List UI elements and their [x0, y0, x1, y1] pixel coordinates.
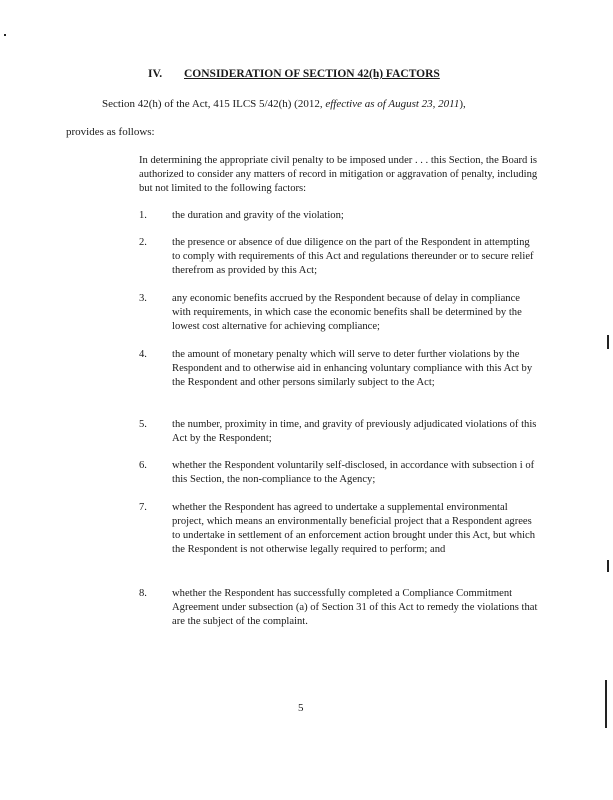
scan-mark — [607, 560, 609, 572]
factor-number: 2. — [139, 237, 147, 248]
factor-number: 4. — [139, 349, 147, 360]
factor-text: whether the Respondent has successfully completed a Compliance Commitment Agreement under subsection (a) of Section 31 of this Act to remedy the violations that are the subject of the complaint. — [172, 588, 538, 627]
factor-number: 5. — [139, 419, 147, 430]
factor-item — [139, 292, 539, 334]
factor-text: the number, proximity in time, and gravity of previously adjudicated violations of this Act by the Respondent; — [172, 419, 537, 444]
factor-number: 6. — [139, 460, 147, 471]
factor-number: 7. — [139, 502, 147, 513]
factor-text: the presence or absence of due diligence on the part of the Respondent in attempting to comply with requirements of this Act and regulations thereunder or to secure relief therefrom as provided by this Act; — [172, 237, 534, 276]
intro-paragraph — [102, 98, 466, 110]
factor-text: whether the Respondent has agreed to undertake a supplemental environmental project, which means an environmentally beneficial project that a Respondent agrees to undertake in settlement of an enforcement action brought under this Act, but which the Respondent is not otherwise legally required to perform; and — [172, 502, 536, 555]
section-number: IV. — [148, 68, 163, 80]
section-title: CONSIDERATION OF SECTION 42(h) FACTORS — [184, 68, 440, 80]
factor-item — [139, 418, 539, 446]
factor-number: 3. — [139, 293, 147, 304]
factor-text: any economic benefits accrued by the Respondent because of delay in compliance with requirements, in which case the economic benefits shall be determined by the lowest cost alternative for achieving compliance; — [172, 293, 522, 332]
intro-effective-date: effective as of August 23, 2011 — [325, 98, 460, 110]
scan-mark — [607, 335, 609, 349]
intro-prefix: Section 42(h) of the Act, 415 ILCS 5/42(h) (2012, — [102, 98, 326, 110]
factor-item — [139, 587, 539, 629]
factor-text: the amount of monetary penalty which will serve to deter further violations by the Respondent and to otherwise aid in enhancing voluntary compliance with this Act by the Respondent and other persons similarly subject to the Act; — [172, 349, 533, 388]
factor-number: 1. — [139, 210, 147, 221]
factor-text: whether the Respondent voluntarily self-disclosed, in accordance with subsection i of this Section, the non-compliance to the Agency; — [172, 460, 535, 485]
factor-item — [139, 236, 539, 278]
factor-item — [139, 501, 539, 557]
scan-mark — [605, 680, 607, 728]
provides-line: provides as follows: — [66, 126, 155, 138]
factor-text: the duration and gravity of the violation; — [172, 210, 344, 221]
section-heading — [148, 68, 440, 80]
factor-item — [139, 459, 539, 487]
quoted-paragraph: In determining the appropriate civil penalty to be imposed under . . . this Section, the Board is authorized to consider any matters of record in mitigation or aggravation of penalty, including but not limited to the following factors: — [139, 155, 538, 194]
intro-suffix: ), — [459, 98, 466, 110]
page-number: 5 — [298, 702, 304, 714]
factor-item — [139, 209, 539, 223]
factor-item — [139, 348, 539, 390]
scan-speck — [4, 34, 6, 36]
factor-number: 8. — [139, 588, 147, 599]
